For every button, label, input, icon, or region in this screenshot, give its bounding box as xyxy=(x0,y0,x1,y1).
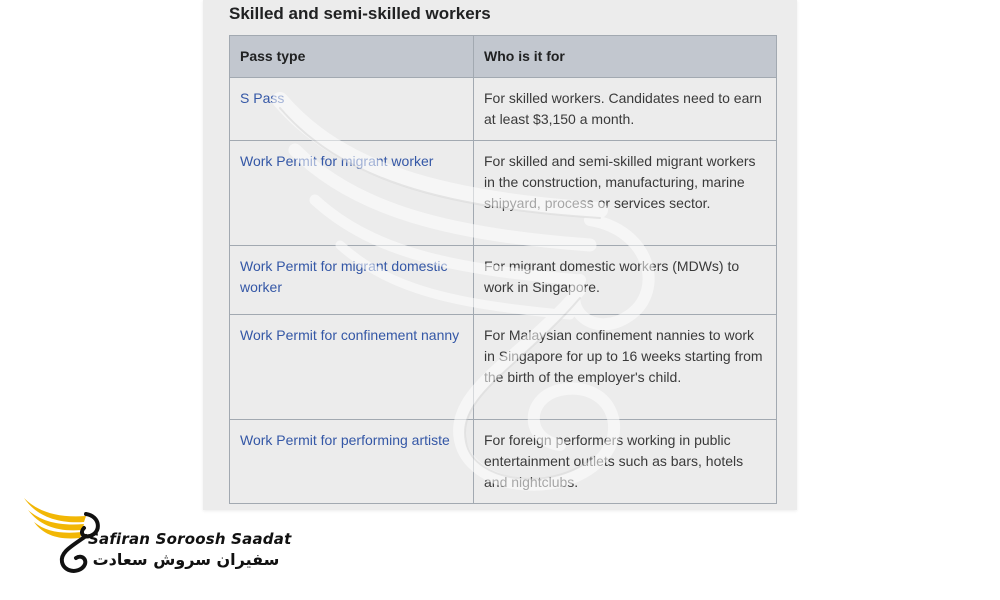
header-pass-type: Pass type xyxy=(230,36,474,78)
description-cell: For migrant domestic workers (MDWs) to work in Singapore. xyxy=(474,246,777,315)
table-row xyxy=(230,78,777,141)
header-who-is-it-for: Who is it for xyxy=(474,36,777,78)
description-cell: For skilled and semi-skilled migrant workers in the construction, manufacturing, marine shipyard, process or services sector. xyxy=(474,141,777,246)
table-row xyxy=(230,315,777,420)
table-row xyxy=(230,246,777,315)
logo-name-english: Safiran Soroosh Saadat xyxy=(88,530,292,548)
pass-link-migrant-worker[interactable]: Work Permit for migrant worker xyxy=(240,153,434,169)
pass-link-performing-artiste[interactable]: Work Permit for performing artiste xyxy=(240,432,450,448)
pass-cell xyxy=(230,315,474,420)
pass-types-table xyxy=(229,35,777,504)
pass-cell xyxy=(230,246,474,315)
table-header-row xyxy=(230,36,777,78)
section-heading: Skilled and semi-skilled workers xyxy=(229,4,491,23)
pass-cell xyxy=(230,420,474,504)
table-row xyxy=(230,420,777,504)
description-cell: For foreign performers working in public entertainment outlets such as bars, hotels and nightclubs. xyxy=(474,420,777,504)
company-logo xyxy=(20,494,295,578)
pass-link-s-pass[interactable]: S Pass xyxy=(240,90,285,106)
pass-cell xyxy=(230,141,474,246)
description-cell: For skilled workers. Candidates need to earn at least $3,150 a month. xyxy=(474,78,777,141)
description-cell: For Malaysian confinement nannies to work in Singapore for up to 16 weeks starting from the birth of the employer's child. xyxy=(474,315,777,420)
pass-link-confinement-nanny[interactable]: Work Permit for confinement nanny xyxy=(240,327,460,343)
pass-cell xyxy=(230,78,474,141)
logo-name-persian: سفیران سروش سعادت xyxy=(92,550,280,569)
pass-link-domestic-worker[interactable]: Work Permit for migrant domestic worker xyxy=(240,258,448,295)
table-row xyxy=(230,141,777,246)
